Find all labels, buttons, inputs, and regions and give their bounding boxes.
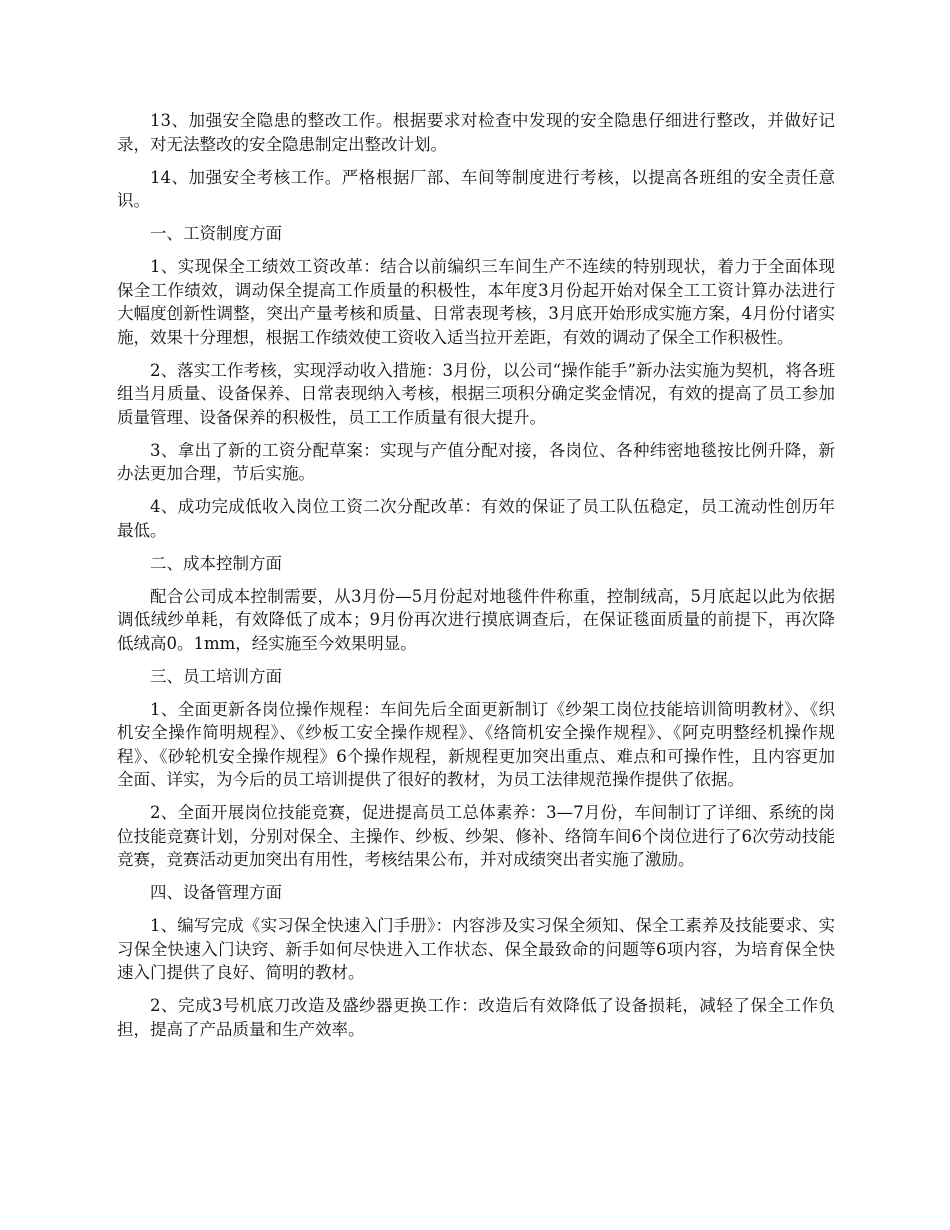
paragraph-safety-rectification: 13、加强安全隐患的整改工作。根据要求对检查中发现的安全隐患仔细进行整改，并做好记录，对无法整改的安全隐患制定出整改计划。 [117,111,835,154]
section-heading-equipment-management: 四、设备管理方面 [150,883,282,902]
paragraph-cost-control: 配合公司成本控制需要，从3月份—5月份起对地毯件件称重，控制绒高，5月底起以此为依据调低绒纱单耗，有效降低了成本；9月份再次进行摸底调查后，在保证毯面质量的前提下，再次降低绒高0。1mm，经实施至今效果明显。 [117,586,835,653]
paragraph-training-item-1: 1、全面更新各岗位操作规程：车间先后全面更新制订《纱架工岗位技能培训简明教材》、《织机安全操作简明规程》、《纱板工安全操作规程》、《络筒机安全操作规程》、《阿克明整经机操作规程》、《砂轮机安全操作规程》6个操作规程，新规程更加突出重点、难点和可操作性，且内容更加全面、详实，为今后的员工培训提供了很好的教材，为员工法律规范操作提供了依据。 [117,699,835,789]
section-heading-wage-system: 一、工资制度方面 [150,224,282,243]
section-heading-cost-control: 二、成本控制方面 [150,553,282,573]
paragraph-wage-item-3: 3、拿出了新的工资分配草案：实现与产值分配对接，各岗位、各种纬密地毯按比例升降，新办法更加合理，节后实施。 [117,440,835,483]
paragraph-wage-item-1: 1、实现保全工绩效工资改革：结合以前编织三车间生产不连续的特别现状，着力于全面体现保全工作绩效，调动保全提高工作质量的积极性，本年度3月份起开始对保全工工资计算办法进行大幅度创新性调整，突出产量考核和质量、日常表现考核，3月底开始形成实施方案，4月份付诸实施，效果十分理想，根据工作绩效使工资收入适当拉开差距，有效的调动了保全工作积极性。 [117,257,835,347]
paragraph-equipment-item-2: 2、完成3号机底刀改造及盛纱器更换工作：改造后有效降低了设备损耗，减轻了保全工作负担，提高了产品质量和生产效率。 [117,996,835,1039]
paragraph-training-item-2: 2、全面开展岗位技能竞赛，促进提高员工总体素养：3—7月份，车间制订了详细、系统的岗位技能竞赛计划，分别对保全、主操作、纱板、纱架、修补、络筒车间6个岗位进行了6次劳动技能竞赛，竞赛活动更加突出有用性，考核结果公布，并对成绩突出者实施了激励。 [117,803,835,869]
paragraph-wage-item-4: 4、成功完成低收入岗位工资二次分配改革：有效的保证了员工队伍稳定，员工流动性创历年最低。 [117,497,835,540]
section-heading-staff-training: 三、员工培训方面 [150,666,282,686]
document-page [117,109,835,1051]
paragraph-equipment-item-1: 1、编写完成《实习保全快速入门手册》：内容涉及实习保全须知、保全工素养及技能要求、实习保全快速入门诀窍、新手如何尽快进入工作状态、保全最致命的问题等6项内容，为培育保全快速入门提供了良好、简明的教材。 [117,916,835,982]
paragraph-safety-assessment: 14、加强安全考核工作。严格根据厂部、车间等制度进行考核，以提高各班组的安全责任意识。 [117,167,835,210]
paragraph-wage-item-2: 2、落实工作考核，实现浮动收入措施：3月份，以公司“操作能手”新办法实施为契机，将各班组当月质量、设备保养、日常表现纳入考核，根据三项积分确定奖金情况，有效的提高了员工参加质量管理、设备保养的积极性，员工工作质量有很大提升。 [117,360,835,427]
